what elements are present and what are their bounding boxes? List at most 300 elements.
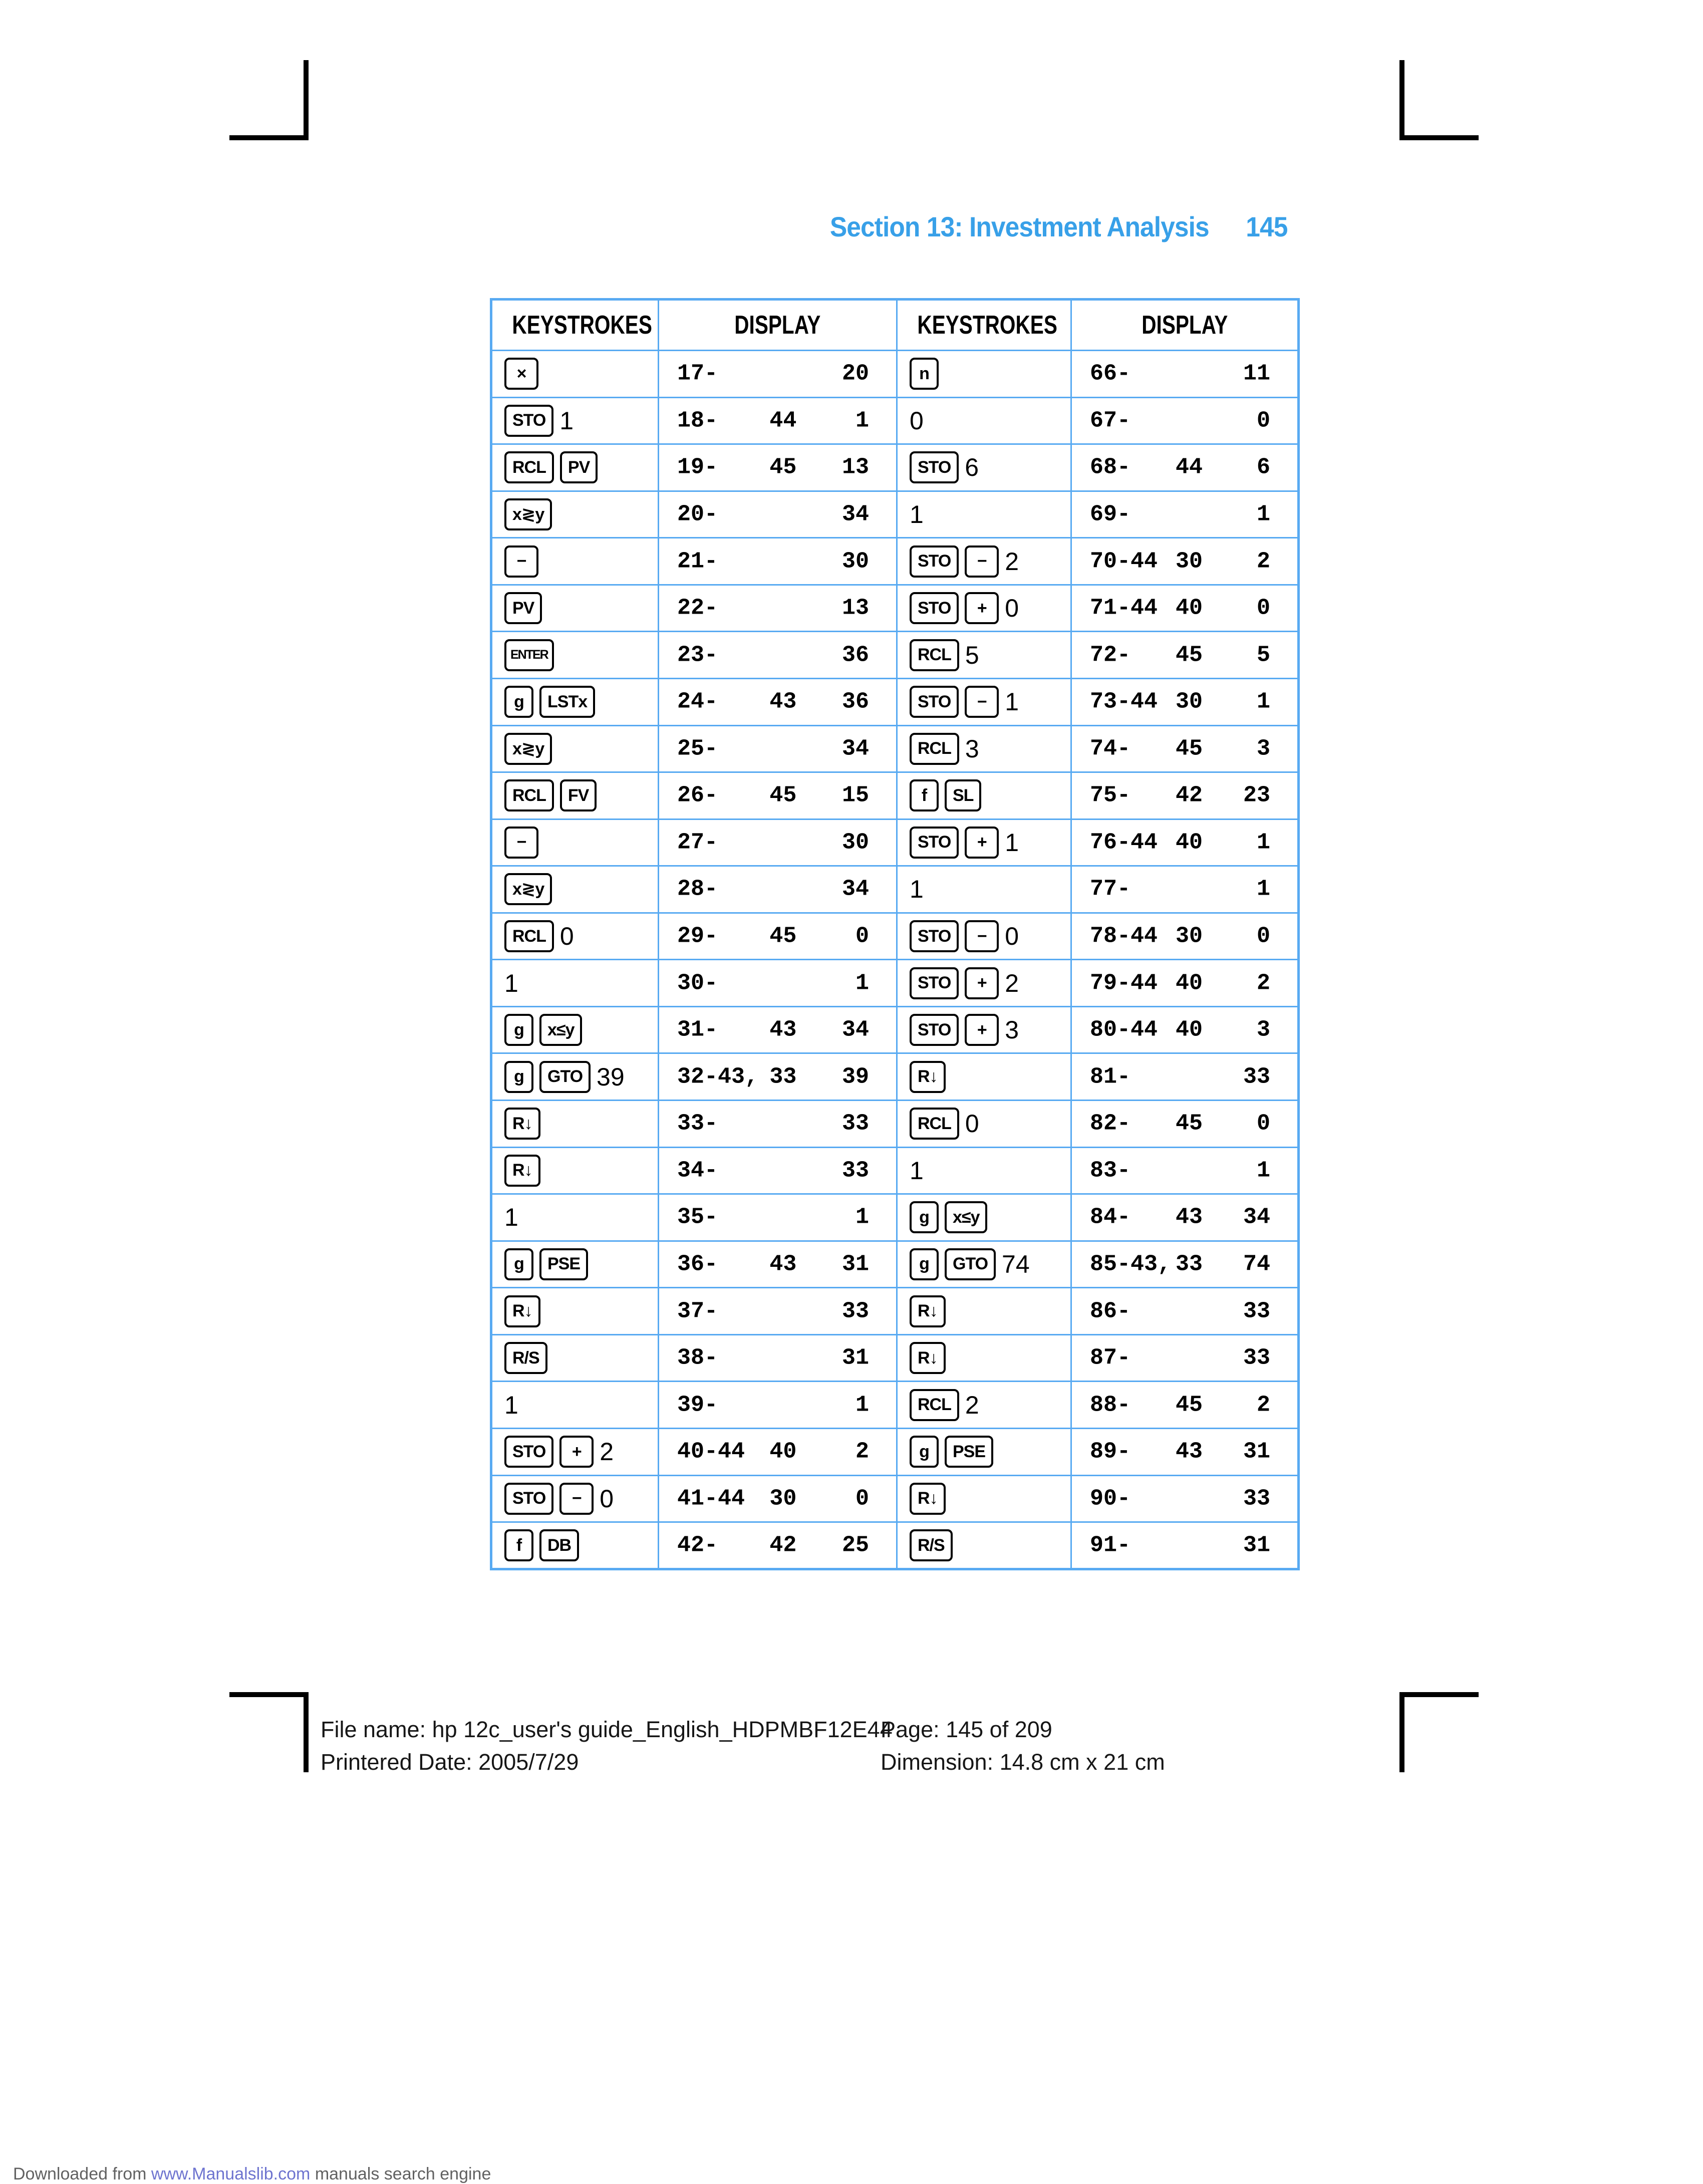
key-cap: R↓ bbox=[910, 1061, 946, 1093]
key-literal: 0 bbox=[1005, 594, 1019, 623]
key-cap: − bbox=[965, 545, 999, 578]
keystrokes-cell bbox=[491, 1006, 659, 1053]
table-row bbox=[491, 444, 1299, 491]
keystrokes-cell bbox=[897, 913, 1071, 960]
display-cell bbox=[1071, 913, 1299, 960]
display-code-right: 11 bbox=[1243, 361, 1270, 387]
key-cap: x≷y bbox=[504, 498, 552, 530]
display-cell bbox=[1071, 1147, 1299, 1194]
table-row bbox=[491, 1241, 1299, 1288]
display-code-mid: 33 bbox=[769, 1064, 797, 1090]
key-cap: STO bbox=[910, 920, 959, 952]
table-body bbox=[491, 351, 1299, 1569]
display-code-right: 0 bbox=[855, 923, 869, 949]
table-row bbox=[491, 585, 1299, 632]
key-cap: GTO bbox=[945, 1248, 996, 1280]
keystrokes-cell bbox=[491, 1101, 659, 1148]
display-code-right: 0 bbox=[1256, 408, 1270, 434]
watermark-suffix: manuals search engine bbox=[310, 2164, 491, 2183]
display-cell bbox=[659, 1475, 897, 1522]
display-line-number: 20- bbox=[677, 501, 718, 527]
key-cap: RCL bbox=[910, 733, 959, 765]
display-cell bbox=[1071, 1334, 1299, 1382]
key-cap: RCL bbox=[910, 639, 959, 671]
display-code-right: 33 bbox=[1243, 1345, 1270, 1371]
key-cap: RCL bbox=[504, 920, 554, 952]
display-code-right: 1 bbox=[1256, 876, 1270, 902]
display-cell bbox=[659, 913, 897, 960]
key-literal: 0 bbox=[600, 1484, 614, 1513]
key-cap: STO bbox=[910, 827, 959, 859]
display-line-number: 21- bbox=[677, 549, 718, 575]
key-cap: g bbox=[504, 686, 533, 718]
display-line-number: 90- bbox=[1090, 1486, 1131, 1512]
display-cell bbox=[659, 1288, 897, 1335]
display-cell bbox=[659, 1006, 897, 1053]
key-cap: + bbox=[559, 1436, 594, 1468]
key-cap: PV bbox=[504, 592, 542, 624]
key-cap: − bbox=[559, 1483, 594, 1515]
table-row bbox=[491, 772, 1299, 820]
table-row bbox=[491, 1147, 1299, 1194]
display-cell bbox=[1071, 1522, 1299, 1569]
display-code-mid: 33 bbox=[1175, 1251, 1203, 1277]
display-cell bbox=[1071, 397, 1299, 444]
key-cap: STO bbox=[910, 592, 959, 624]
display-code-right: 2 bbox=[1256, 970, 1270, 996]
display-code-mid: 30 bbox=[1175, 923, 1203, 949]
keystrokes-cell bbox=[491, 1334, 659, 1382]
display-code-mid: 42 bbox=[1175, 782, 1203, 808]
display-code-right: 39 bbox=[841, 1064, 869, 1090]
keystrokes-cell bbox=[897, 444, 1071, 491]
display-cell bbox=[659, 1334, 897, 1382]
display-line-number: 24- bbox=[677, 689, 718, 715]
keystrokes-cell bbox=[491, 538, 659, 585]
display-code-right: 1 bbox=[1256, 689, 1270, 715]
key-cap: f bbox=[504, 1529, 533, 1561]
display-code-mid: 43 bbox=[769, 1017, 797, 1043]
display-cell bbox=[659, 632, 897, 679]
key-cap: RCL bbox=[504, 779, 554, 811]
footer-dimension: Dimension: 14.8 cm x 21 cm bbox=[881, 1749, 1165, 1775]
display-code-mid: 40 bbox=[1175, 1017, 1203, 1043]
display-line-number: 68- bbox=[1090, 454, 1131, 480]
table-row bbox=[491, 1288, 1299, 1335]
display-cell bbox=[1071, 819, 1299, 866]
display-code-right: 33 bbox=[1243, 1486, 1270, 1512]
table-row bbox=[491, 819, 1299, 866]
display-cell bbox=[659, 397, 897, 444]
display-line-number: 74- bbox=[1090, 736, 1131, 762]
footer-right bbox=[881, 1713, 1165, 1778]
keystrokes-cell bbox=[897, 1241, 1071, 1288]
display-line-number: 29- bbox=[677, 923, 718, 949]
key-literal: 2 bbox=[1005, 547, 1019, 576]
key-literal: 1 bbox=[910, 875, 924, 904]
keystrokes-cell bbox=[897, 538, 1071, 585]
display-cell bbox=[659, 351, 897, 398]
keystrokes-cell bbox=[897, 772, 1071, 820]
display-cell bbox=[659, 678, 897, 725]
key-literal: 0 bbox=[559, 922, 574, 951]
key-cap: f bbox=[910, 779, 939, 811]
display-line-number: 33- bbox=[677, 1111, 718, 1137]
key-literal: 1 bbox=[910, 500, 924, 528]
keystrokes-cell bbox=[897, 1382, 1071, 1429]
display-line-number: 28- bbox=[677, 876, 718, 902]
key-cap: n bbox=[910, 358, 939, 390]
keystrokes-cell bbox=[491, 866, 659, 913]
key-cap: x≤y bbox=[945, 1201, 987, 1233]
display-code-right: 13 bbox=[841, 454, 869, 480]
display-code-mid: 45 bbox=[769, 923, 797, 949]
display-code-right: 33 bbox=[1243, 1064, 1270, 1090]
display-line-number: 23- bbox=[677, 642, 718, 668]
table-row bbox=[491, 866, 1299, 913]
display-code-right: 31 bbox=[1243, 1439, 1270, 1465]
display-code-right: 34 bbox=[841, 876, 869, 902]
key-literal: 1 bbox=[1005, 688, 1019, 716]
key-cap: + bbox=[965, 827, 999, 859]
keystrokes-cell bbox=[491, 1241, 659, 1288]
display-code-mid: 45 bbox=[1175, 1111, 1203, 1137]
key-literal: 74 bbox=[1002, 1250, 1030, 1278]
display-line-number: 83- bbox=[1090, 1158, 1131, 1184]
display-line-number: 18- bbox=[677, 408, 718, 434]
display-cell bbox=[659, 1241, 897, 1288]
display-line-number: 42- bbox=[677, 1532, 718, 1558]
key-literal: 3 bbox=[1005, 1016, 1019, 1044]
display-code-mid: 45 bbox=[769, 454, 797, 480]
key-literal: 39 bbox=[597, 1062, 625, 1091]
table-row bbox=[491, 397, 1299, 444]
footer-file-name: File name: hp 12c_user's guide_English_HDPMBF12E44 bbox=[321, 1717, 893, 1742]
display-code-mid: 45 bbox=[1175, 642, 1203, 668]
keystrokes-cell bbox=[491, 1194, 659, 1241]
table-header-row bbox=[491, 300, 1299, 351]
display-code-right: 15 bbox=[841, 782, 869, 808]
display-cell bbox=[659, 1428, 897, 1475]
keystrokes-cell bbox=[491, 1522, 659, 1569]
display-line-number: 76-44 bbox=[1090, 830, 1158, 856]
key-cap: R↓ bbox=[504, 1295, 540, 1327]
display-cell bbox=[659, 1053, 897, 1101]
display-line-number: 91- bbox=[1090, 1532, 1131, 1558]
display-cell bbox=[1071, 1475, 1299, 1522]
display-code-right: 1 bbox=[855, 970, 869, 996]
keystrokes-cell bbox=[491, 960, 659, 1007]
keystrokes-cell bbox=[897, 960, 1071, 1007]
key-cap: PV bbox=[560, 451, 598, 483]
display-line-number: 79-44 bbox=[1090, 970, 1158, 996]
display-code-right: 34 bbox=[841, 501, 869, 527]
display-code-right: 3 bbox=[1256, 1017, 1270, 1043]
display-code-right: 36 bbox=[841, 689, 869, 715]
key-literal: 1 bbox=[1005, 828, 1019, 857]
key-literal: 0 bbox=[910, 406, 924, 435]
display-cell bbox=[659, 585, 897, 632]
key-cap: R↓ bbox=[504, 1108, 540, 1140]
display-cell bbox=[1071, 585, 1299, 632]
column-header-keystrokes-right: KEYSTROKES bbox=[897, 300, 1071, 351]
display-line-number: 72- bbox=[1090, 642, 1131, 668]
display-cell bbox=[1071, 725, 1299, 772]
display-code-mid: 40 bbox=[1175, 595, 1203, 621]
display-code-mid: 40 bbox=[769, 1439, 797, 1465]
key-cap: STO bbox=[910, 686, 959, 718]
display-line-number: 27- bbox=[677, 830, 718, 856]
display-code-right: 0 bbox=[1256, 923, 1270, 949]
display-cell bbox=[1071, 960, 1299, 1007]
display-line-number: 73-44 bbox=[1090, 689, 1158, 715]
keystrokes-cell bbox=[491, 913, 659, 960]
column-header-keystrokes-left: KEYSTROKES bbox=[491, 300, 659, 351]
keystrokes-cell bbox=[897, 1288, 1071, 1335]
display-code-mid: 40 bbox=[1175, 970, 1203, 996]
key-cap: STO bbox=[910, 545, 959, 578]
keystrokes-cell bbox=[897, 351, 1071, 398]
display-line-number: 71-44 bbox=[1090, 595, 1158, 621]
key-cap: + bbox=[965, 967, 999, 999]
display-code-right: 1 bbox=[855, 1204, 869, 1230]
display-code-mid: 45 bbox=[1175, 1392, 1203, 1418]
key-literal: 6 bbox=[965, 453, 979, 482]
display-code-right: 34 bbox=[841, 1017, 869, 1043]
keystrokes-cell bbox=[491, 491, 659, 538]
keystrokes-cell bbox=[897, 866, 1071, 913]
display-cell bbox=[659, 866, 897, 913]
key-cap: − bbox=[504, 545, 538, 578]
display-line-number: 86- bbox=[1090, 1298, 1131, 1324]
key-cap: R/S bbox=[910, 1529, 953, 1561]
table-row bbox=[491, 1194, 1299, 1241]
display-code-right: 20 bbox=[841, 361, 869, 387]
key-cap: R/S bbox=[504, 1342, 547, 1374]
display-line-number: 78-44 bbox=[1090, 923, 1158, 949]
keystrokes-cell bbox=[897, 1428, 1071, 1475]
key-cap: g bbox=[504, 1014, 533, 1046]
keystrokes-cell bbox=[897, 1194, 1071, 1241]
display-code-right: 34 bbox=[841, 736, 869, 762]
key-cap: g bbox=[504, 1061, 533, 1093]
display-code-right: 0 bbox=[1256, 595, 1270, 621]
display-line-number: 67- bbox=[1090, 408, 1131, 434]
display-line-number: 75- bbox=[1090, 782, 1131, 808]
display-cell bbox=[1071, 444, 1299, 491]
key-literal: 2 bbox=[965, 1391, 979, 1419]
keystrokes-cell bbox=[491, 819, 659, 866]
display-cell bbox=[1071, 1101, 1299, 1148]
key-cap: x≷y bbox=[504, 733, 552, 765]
display-code-right: 1 bbox=[1256, 501, 1270, 527]
keystrokes-cell bbox=[897, 1334, 1071, 1382]
keystrokes-cell bbox=[897, 725, 1071, 772]
display-cell bbox=[1071, 1006, 1299, 1053]
display-line-number: 17- bbox=[677, 361, 718, 387]
display-line-number: 39- bbox=[677, 1392, 718, 1418]
display-line-number: 70-44 bbox=[1090, 549, 1158, 575]
display-line-number: 84- bbox=[1090, 1204, 1131, 1230]
footer-page-info: Page: 145 of 209 bbox=[881, 1717, 1052, 1742]
display-code-right: 2 bbox=[855, 1439, 869, 1465]
display-cell bbox=[659, 1101, 897, 1148]
key-cap: g bbox=[910, 1248, 939, 1280]
keystrokes-cell bbox=[897, 819, 1071, 866]
display-line-number: 26- bbox=[677, 782, 718, 808]
keystrokes-cell bbox=[491, 725, 659, 772]
keystrokes-cell bbox=[491, 632, 659, 679]
display-line-number: 30- bbox=[677, 970, 718, 996]
display-code-mid: 30 bbox=[1175, 689, 1203, 715]
display-code-right: 33 bbox=[1243, 1298, 1270, 1324]
display-code-right: 0 bbox=[1256, 1111, 1270, 1137]
display-code-right: 6 bbox=[1256, 454, 1270, 480]
watermark-prefix: Downloaded from bbox=[13, 2164, 151, 2183]
display-line-number: 77- bbox=[1090, 876, 1131, 902]
display-line-number: 32-43, bbox=[677, 1064, 759, 1090]
display-code-right: 2 bbox=[1256, 549, 1270, 575]
key-cap: + bbox=[965, 1014, 999, 1046]
display-code-right: 31 bbox=[841, 1251, 869, 1277]
keystrokes-cell bbox=[491, 585, 659, 632]
key-cap: PSE bbox=[539, 1248, 588, 1280]
display-code-right: 33 bbox=[841, 1158, 869, 1184]
table-row bbox=[491, 491, 1299, 538]
display-cell bbox=[1071, 678, 1299, 725]
display-code-right: 1 bbox=[1256, 830, 1270, 856]
keystrokes-cell bbox=[491, 351, 659, 398]
display-line-number: 36- bbox=[677, 1251, 718, 1277]
display-cell bbox=[1071, 1288, 1299, 1335]
display-code-mid: 44 bbox=[769, 408, 797, 434]
footer-left bbox=[321, 1713, 893, 1778]
display-code-right: 1 bbox=[1256, 1158, 1270, 1184]
display-line-number: 35- bbox=[677, 1204, 718, 1230]
display-code-right: 30 bbox=[841, 830, 869, 856]
key-cap: RCL bbox=[910, 1108, 959, 1140]
display-cell bbox=[1071, 1053, 1299, 1101]
key-literal: 1 bbox=[559, 406, 574, 435]
key-cap: RCL bbox=[504, 451, 554, 483]
display-code-right: 3 bbox=[1256, 736, 1270, 762]
page-number: 145 bbox=[1245, 211, 1287, 242]
key-cap: STO bbox=[910, 967, 959, 999]
keystrokes-cell bbox=[897, 491, 1071, 538]
display-code-mid: 43 bbox=[769, 1251, 797, 1277]
running-head bbox=[797, 210, 1287, 243]
crop-mark-top-right bbox=[1399, 60, 1479, 140]
footer-printed-date: Printered Date: 2005/7/29 bbox=[321, 1749, 579, 1775]
keystrokes-cell bbox=[491, 444, 659, 491]
key-literal: 5 bbox=[965, 641, 979, 669]
key-cap: DB bbox=[539, 1529, 579, 1561]
display-cell bbox=[659, 960, 897, 1007]
keystrokes-cell bbox=[491, 1428, 659, 1475]
key-cap: STO bbox=[910, 1014, 959, 1046]
display-code-right: 13 bbox=[841, 595, 869, 621]
display-cell bbox=[659, 1382, 897, 1429]
display-line-number: 87- bbox=[1090, 1345, 1131, 1371]
key-literal: 1 bbox=[910, 1156, 924, 1185]
display-code-right: 23 bbox=[1243, 782, 1270, 808]
key-cap: RCL bbox=[910, 1389, 959, 1421]
keystrokes-cell bbox=[897, 397, 1071, 444]
display-code-mid: 30 bbox=[769, 1486, 797, 1512]
key-literal: 3 bbox=[965, 734, 979, 763]
watermark-link: www.Manualslib.com bbox=[151, 2164, 311, 2183]
table-row bbox=[491, 1428, 1299, 1475]
key-cap: STO bbox=[504, 405, 553, 437]
key-cap: STO bbox=[504, 1483, 553, 1515]
display-code-right: 1 bbox=[855, 1392, 869, 1418]
key-cap: x≤y bbox=[539, 1014, 582, 1046]
display-cell bbox=[1071, 1428, 1299, 1475]
display-code-right: 1 bbox=[855, 408, 869, 434]
display-code-right: 31 bbox=[841, 1345, 869, 1371]
table-row bbox=[491, 913, 1299, 960]
keystrokes-cell bbox=[491, 1147, 659, 1194]
table-row bbox=[491, 725, 1299, 772]
display-code-mid: 43 bbox=[1175, 1204, 1203, 1230]
table-row bbox=[491, 1334, 1299, 1382]
key-cap: x≷y bbox=[504, 873, 552, 905]
display-cell bbox=[659, 1147, 897, 1194]
display-code-mid: 43 bbox=[1175, 1439, 1203, 1465]
keystrokes-cell bbox=[491, 1288, 659, 1335]
keystrokes-cell bbox=[491, 772, 659, 820]
keystrokes-cell bbox=[897, 585, 1071, 632]
keystrokes-cell bbox=[897, 678, 1071, 725]
display-line-number: 34- bbox=[677, 1158, 718, 1184]
display-line-number: 66- bbox=[1090, 361, 1131, 387]
display-cell bbox=[1071, 491, 1299, 538]
key-cap: STO bbox=[504, 1436, 553, 1468]
display-code-mid: 45 bbox=[1175, 736, 1203, 762]
key-literal: 1 bbox=[504, 969, 518, 997]
display-line-number: 19- bbox=[677, 454, 718, 480]
key-cap: LSTx bbox=[539, 686, 595, 718]
display-line-number: 41-44 bbox=[677, 1486, 745, 1512]
keystrokes-cell bbox=[897, 1475, 1071, 1522]
key-cap: R↓ bbox=[910, 1483, 946, 1515]
section-title: Section 13: Investment Analysis bbox=[829, 211, 1209, 242]
key-cap: SL bbox=[945, 779, 981, 811]
display-code-right: 33 bbox=[841, 1298, 869, 1324]
key-cap: − bbox=[965, 686, 999, 718]
key-cap: STO bbox=[910, 451, 959, 483]
display-line-number: 89- bbox=[1090, 1439, 1131, 1465]
key-literal: 0 bbox=[1005, 922, 1019, 951]
key-literal: 1 bbox=[504, 1391, 518, 1419]
display-code-right: 34 bbox=[1243, 1204, 1270, 1230]
keystrokes-cell bbox=[491, 678, 659, 725]
display-code-mid: 40 bbox=[1175, 830, 1203, 856]
display-code-right: 74 bbox=[1243, 1251, 1270, 1277]
key-literal: 0 bbox=[965, 1110, 979, 1138]
keystrokes-cell bbox=[491, 1475, 659, 1522]
display-cell bbox=[659, 725, 897, 772]
crop-mark-bottom-right bbox=[1399, 1692, 1479, 1772]
key-cap: R↓ bbox=[504, 1155, 540, 1187]
table-row bbox=[491, 1382, 1299, 1429]
table-row bbox=[491, 1053, 1299, 1101]
display-cell bbox=[659, 1194, 897, 1241]
keystrokes-cell bbox=[897, 1006, 1071, 1053]
keystrokes-cell bbox=[897, 1147, 1071, 1194]
display-code-mid: 43 bbox=[769, 689, 797, 715]
display-line-number: 31- bbox=[677, 1017, 718, 1043]
